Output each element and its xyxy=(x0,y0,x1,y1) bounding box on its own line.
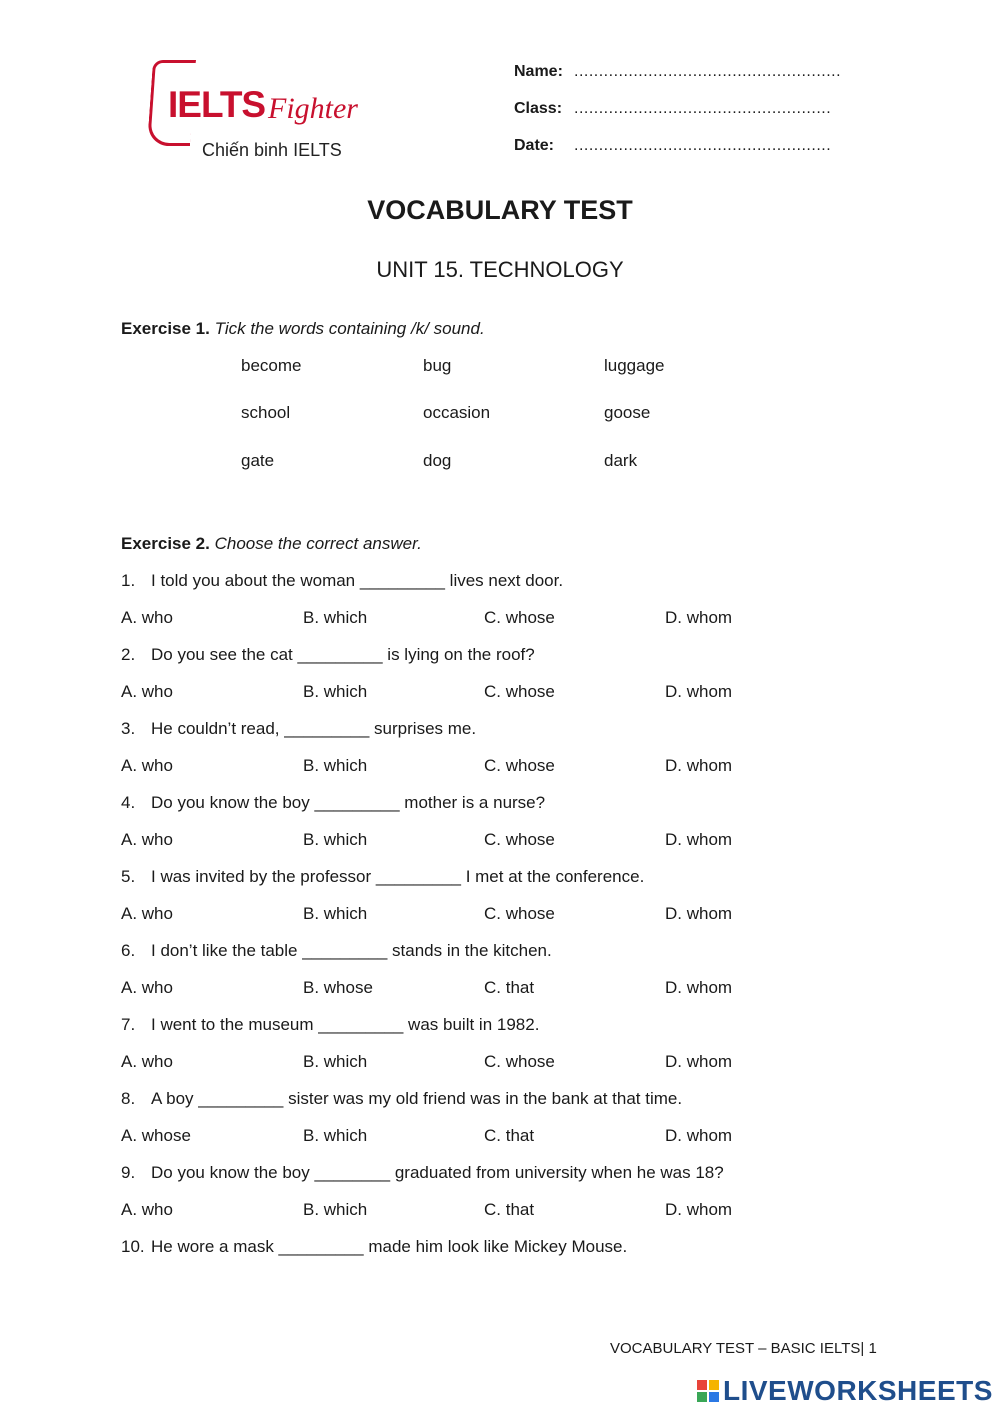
answer-option[interactable]: A. who xyxy=(121,1200,173,1219)
answer-option[interactable]: A. who xyxy=(121,1052,173,1071)
question-text: I don’t like the table _________ stands in the kitchen. xyxy=(151,941,552,960)
answer-option[interactable]: C. that xyxy=(484,978,535,997)
word-option[interactable]: school xyxy=(241,403,291,422)
answer-option[interactable]: B. which xyxy=(303,608,368,627)
ielts-fighter-logo xyxy=(146,56,396,166)
answer-option[interactable]: D. whom xyxy=(665,904,733,923)
class-dots: .................................................... xyxy=(574,100,832,117)
question-item xyxy=(121,645,535,665)
answer-option[interactable]: A. who xyxy=(121,904,173,923)
exercise2-label: Exercise 2. xyxy=(121,534,210,553)
answer-option[interactable]: C. whose xyxy=(484,682,555,701)
name-label: Name: xyxy=(514,63,563,80)
logo-brand-script: Fighter xyxy=(268,92,358,125)
answer-option[interactable]: A. who xyxy=(121,830,173,849)
question-text: Do you know the boy _________ mother is a nurse? xyxy=(151,793,546,812)
page-footer: VOCABULARY TEST – BASIC IELTS| 1 xyxy=(610,1340,877,1357)
question-number: 9. xyxy=(121,1163,136,1182)
answer-option[interactable]: C. whose xyxy=(484,904,555,923)
word-option[interactable]: dark xyxy=(604,451,638,470)
question-number: 1. xyxy=(121,571,136,590)
answer-option[interactable]: B. which xyxy=(303,1200,368,1219)
word-option[interactable]: dog xyxy=(423,451,452,470)
answer-option[interactable]: B. whose xyxy=(303,978,373,997)
word-option[interactable]: become xyxy=(241,356,302,375)
exercise1-instruction: Tick the words containing /k/ sound. xyxy=(214,319,485,338)
answer-option[interactable]: D. whom xyxy=(665,1200,733,1219)
question-number: 6. xyxy=(121,941,136,960)
liveworksheets-text: LIVEWORKSHEETS xyxy=(723,1375,993,1406)
date-dots: .................................................... xyxy=(574,137,832,154)
question-text: I was invited by the professor _________ I met at the conference. xyxy=(151,867,645,886)
answer-option[interactable]: B. which xyxy=(303,904,368,923)
answer-option[interactable]: D. whom xyxy=(665,830,733,849)
answer-option[interactable]: D. whom xyxy=(665,978,733,997)
word-option[interactable]: luggage xyxy=(604,356,665,375)
question-number: 8. xyxy=(121,1089,136,1108)
question-text: I went to the museum _________ was built in 1982. xyxy=(151,1015,540,1034)
question-number: 7. xyxy=(121,1015,136,1034)
exercise1-heading xyxy=(121,319,485,339)
answer-option[interactable]: B. which xyxy=(303,756,368,775)
question-number: 2. xyxy=(121,645,136,664)
logo-brand-main: IELTS xyxy=(168,84,266,125)
date-label: Date: xyxy=(514,137,555,154)
question-number: 5. xyxy=(121,867,136,886)
answer-option[interactable]: C. whose xyxy=(484,608,555,627)
question-item xyxy=(121,867,644,887)
page-title: VOCABULARY TEST xyxy=(367,195,633,225)
answer-option[interactable]: C. whose xyxy=(484,1052,555,1071)
exercise2-instruction: Choose the correct answer. xyxy=(214,534,422,553)
word-option[interactable]: occasion xyxy=(423,403,491,422)
answer-option[interactable]: B. which xyxy=(303,830,368,849)
word-option[interactable]: bug xyxy=(423,356,452,375)
name-field[interactable] xyxy=(514,63,841,81)
question-text: Do you see the cat _________ is lying on the roof? xyxy=(151,645,535,664)
question-item xyxy=(121,719,476,739)
question-item xyxy=(121,941,552,961)
question-item xyxy=(121,1237,627,1257)
date-field[interactable] xyxy=(514,137,831,155)
question-item xyxy=(121,571,563,591)
unit-subtitle: UNIT 15. TECHNOLOGY xyxy=(376,257,624,282)
answer-option[interactable]: B. which xyxy=(303,682,368,701)
question-text: I told you about the woman _________ lives next door. xyxy=(151,571,564,590)
word-option[interactable]: gate xyxy=(241,451,275,470)
answer-option[interactable]: A. whose xyxy=(121,1126,191,1145)
question-text: A boy _________ sister was my old friend was in the bank at that time. xyxy=(151,1089,683,1108)
answer-option[interactable]: A. who xyxy=(121,682,173,701)
answer-option[interactable]: A. who xyxy=(121,608,173,627)
answer-option[interactable]: C. that xyxy=(484,1200,535,1219)
answer-option[interactable]: A. who xyxy=(121,756,173,775)
word-option[interactable]: goose xyxy=(604,403,651,422)
answer-option[interactable]: B. which xyxy=(303,1052,368,1071)
class-label: Class: xyxy=(514,100,563,117)
answer-option[interactable]: D. whom xyxy=(665,682,733,701)
answer-option[interactable]: C. whose xyxy=(484,756,555,775)
question-item xyxy=(121,793,545,813)
exercise1-label: Exercise 1. xyxy=(121,319,210,338)
class-field[interactable] xyxy=(514,100,831,118)
answer-option[interactable]: D. whom xyxy=(665,1126,733,1145)
answer-option[interactable]: C. that xyxy=(484,1126,535,1145)
question-number: 4. xyxy=(121,793,136,812)
answer-option[interactable]: B. which xyxy=(303,1126,368,1145)
answer-option[interactable]: D. whom xyxy=(665,608,733,627)
liveworksheets-logo-icon xyxy=(697,1380,719,1402)
question-item xyxy=(121,1015,539,1035)
question-number: 10. xyxy=(121,1237,145,1256)
name-dots: ...................................................... xyxy=(574,63,842,80)
answer-option[interactable]: D. whom xyxy=(665,1052,733,1071)
question-item xyxy=(121,1163,724,1183)
question-item xyxy=(121,1089,682,1109)
answer-option[interactable]: D. whom xyxy=(665,756,733,775)
question-text: Do you know the boy ________ graduated from university when he was 18? xyxy=(151,1163,724,1182)
exercise2-heading xyxy=(121,534,422,554)
liveworksheets-watermark xyxy=(697,1375,993,1409)
logo-tagline: Chiến binh IELTS xyxy=(202,140,342,160)
question-number: 3. xyxy=(121,719,136,738)
answer-option[interactable]: C. whose xyxy=(484,830,555,849)
answer-option[interactable]: A. who xyxy=(121,978,173,997)
question-text: He wore a mask _________ made him look like Mickey Mouse. xyxy=(151,1237,628,1256)
question-text: He couldn’t read, _________ surprises me. xyxy=(151,719,477,738)
